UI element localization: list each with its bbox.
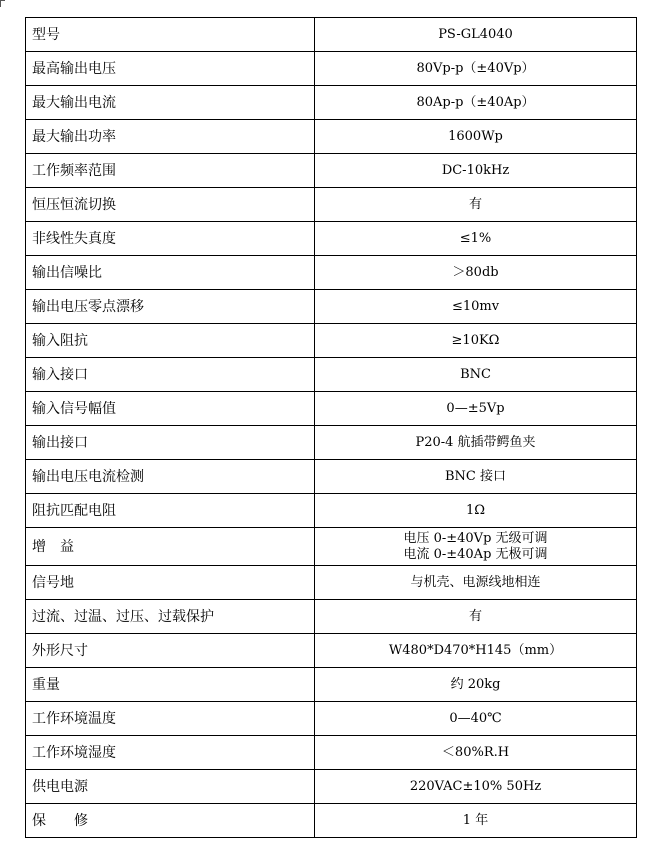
row-value: P20-4 航插带鳄鱼夹 [315, 426, 637, 460]
table-row [26, 426, 637, 460]
row-value: 1 年 [315, 804, 637, 838]
row-value: 80Vp-p（±40Vp） [315, 52, 637, 86]
table-row [26, 770, 637, 804]
row-label: 最大输出电流 [26, 86, 315, 120]
table-row [26, 222, 637, 256]
row-label: 最高输出电压 [26, 52, 315, 86]
row-label: 外形尺寸 [26, 634, 315, 668]
table-row [26, 494, 637, 528]
row-value: ≥10KΩ [315, 324, 637, 358]
row-value: 约 20kg [315, 668, 637, 702]
row-value: 220VAC±10% 50Hz [315, 770, 637, 804]
spec-table [25, 17, 637, 838]
table-row [26, 460, 637, 494]
row-value: ＜80%R.H [315, 736, 637, 770]
row-value [315, 528, 637, 566]
row-label: 型号 [26, 18, 315, 52]
row-value: DC-10kHz [315, 154, 637, 188]
row-label: 保 修 [26, 804, 315, 838]
table-row [26, 736, 637, 770]
table-row [26, 392, 637, 426]
row-label: 信号地 [26, 566, 315, 600]
row-label: 过流、过温、过压、过载保护 [26, 600, 315, 634]
row-label: 非线性失真度 [26, 222, 315, 256]
row-label: 输出信噪比 [26, 256, 315, 290]
row-value: BNC 接口 [315, 460, 637, 494]
row-label: 输入接口 [26, 358, 315, 392]
table-row [26, 358, 637, 392]
row-label: 供电电源 [26, 770, 315, 804]
row-label: 输出电压零点漂移 [26, 290, 315, 324]
row-value: 0—40℃ [315, 702, 637, 736]
table-row [26, 290, 637, 324]
row-value-line: 电压 0-±40Vp 无级可调 [403, 530, 548, 546]
row-value: ≤10mv [315, 290, 637, 324]
table-row [26, 154, 637, 188]
table-row [26, 566, 637, 600]
row-label: 恒压恒流切换 [26, 188, 315, 222]
row-value: 0—±5Vp [315, 392, 637, 426]
row-label: 重量 [26, 668, 315, 702]
row-label: 输出电压电流检测 [26, 460, 315, 494]
table-row [26, 52, 637, 86]
row-value: 1Ω [315, 494, 637, 528]
corner-mark [0, 0, 5, 7]
row-label: 工作环境湿度 [26, 736, 315, 770]
row-label: 工作频率范围 [26, 154, 315, 188]
row-label: 最大输出功率 [26, 120, 315, 154]
table-row [26, 324, 637, 358]
table-row [26, 668, 637, 702]
row-label: 输出接口 [26, 426, 315, 460]
row-value: PS-GL4040 [315, 18, 637, 52]
spec-table-body [26, 18, 637, 838]
table-row [26, 256, 637, 290]
row-label: 输入信号幅值 [26, 392, 315, 426]
table-row [26, 188, 637, 222]
row-value: 有 [315, 188, 637, 222]
row-value: 有 [315, 600, 637, 634]
table-row [26, 18, 637, 52]
row-value: ≤1% [315, 222, 637, 256]
table-row [26, 120, 637, 154]
row-value: 1600Wp [315, 120, 637, 154]
row-label: 增 益 [26, 528, 315, 566]
row-label: 阻抗匹配电阻 [26, 494, 315, 528]
row-value: ＞80db [315, 256, 637, 290]
table-row [26, 702, 637, 736]
row-label: 工作环境温度 [26, 702, 315, 736]
table-row [26, 634, 637, 668]
row-value: W480*D470*H145（mm） [315, 634, 637, 668]
row-value: BNC [315, 358, 637, 392]
row-label: 输入阻抗 [26, 324, 315, 358]
table-row [26, 528, 637, 566]
row-value: 80Ap-p（±40Ap） [315, 86, 637, 120]
row-value: 与机壳、电源线地相连 [315, 566, 637, 600]
row-value-line: 电流 0-±40Ap 无极可调 [403, 546, 548, 562]
table-row [26, 804, 637, 838]
table-row [26, 86, 637, 120]
table-row [26, 600, 637, 634]
